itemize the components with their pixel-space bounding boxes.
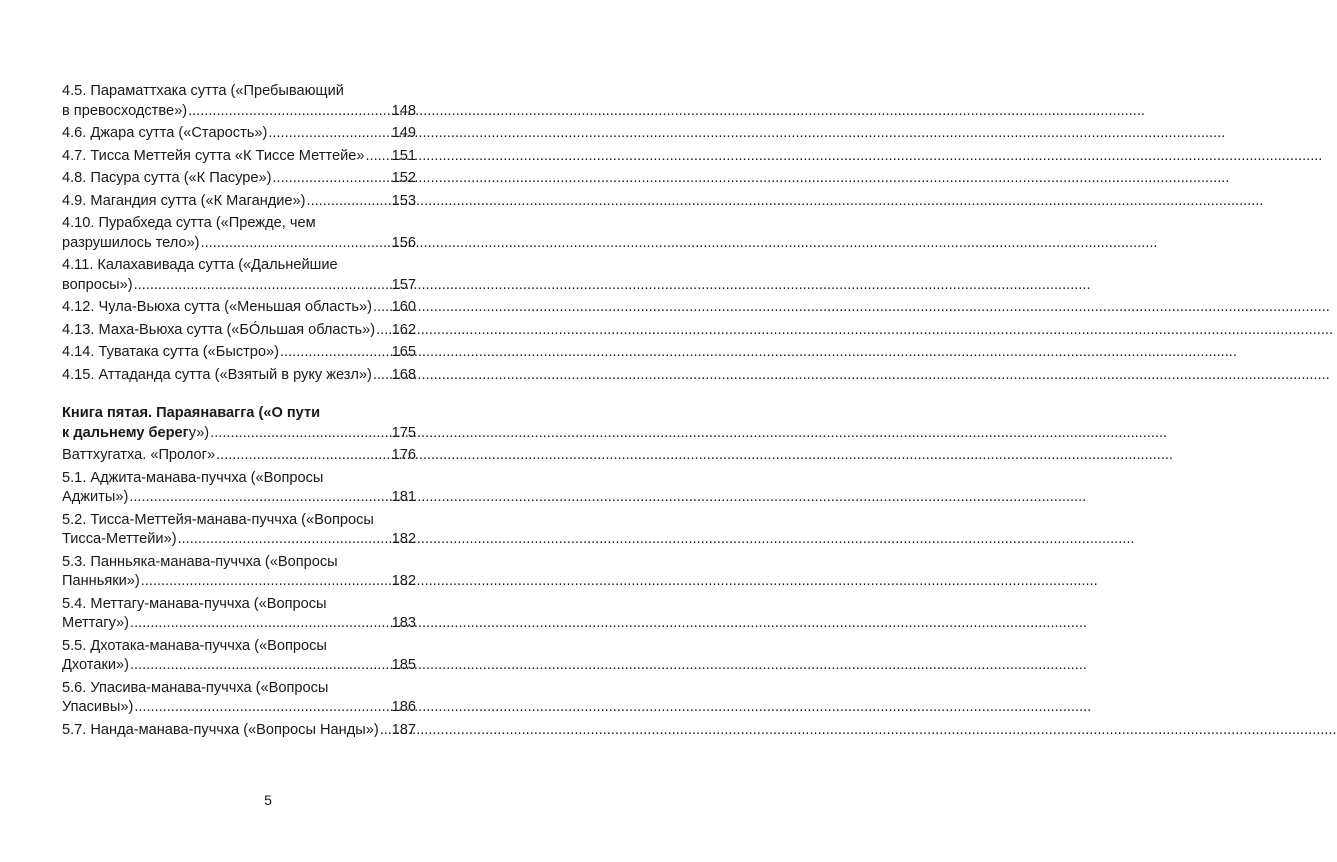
section-gap <box>62 388 416 404</box>
toc-entry-line <box>62 343 416 363</box>
book5-title-line2-rest: у») <box>188 424 210 441</box>
dot-leader <box>272 169 390 189</box>
page-number: 185 <box>391 657 416 673</box>
toc-entry-title: Меттагу») <box>62 615 130 631</box>
dot-leader <box>210 424 390 444</box>
toc-entry-title: 4.9. Магандия сутта («К Магандие») <box>62 192 306 209</box>
toc-entry <box>62 595 416 634</box>
toc-entry-line <box>62 276 416 296</box>
toc-entry-line <box>62 321 416 341</box>
book5-title-line1: Книга пятая. Параянавагга («О пути <box>62 405 321 421</box>
toc-entry-line <box>62 446 416 466</box>
book5-title-line2-text <box>62 424 209 444</box>
dot-leader <box>307 192 391 212</box>
toc-entry-title: 4.15. Аттаданда сутта («Взятый в руку жезл») <box>62 366 372 383</box>
dot-leader <box>130 614 391 634</box>
toc-entry <box>62 446 416 466</box>
toc-entry-title: Аджиты») <box>62 489 129 505</box>
page-number: 186 <box>391 699 416 715</box>
toc-entry-title-line1: 5.5. Дхотака-манава-пуччха («Вопросы <box>62 637 327 654</box>
dot-leader <box>268 124 390 144</box>
dot-leader <box>178 530 391 550</box>
toc-entry-title: 4.7. Тисса Меттейя сутта «К Тиссе Меттейе» <box>62 147 365 164</box>
page-number: 182 <box>391 531 416 547</box>
toc-entry <box>62 124 416 144</box>
dot-leader <box>141 572 391 592</box>
toc-entry <box>62 298 416 318</box>
toc-entry <box>62 321 416 341</box>
table-of-contents <box>62 82 416 743</box>
page-number: 183 <box>391 615 416 631</box>
toc-entry-line <box>62 572 416 592</box>
book5-title-line2 <box>62 424 416 444</box>
dot-leader <box>216 446 391 466</box>
book5-title-line2-bold: к дальнему берег <box>62 424 189 441</box>
toc-entry-title: в превосходстве») <box>62 102 188 119</box>
toc-entry <box>62 553 416 592</box>
toc-entry <box>62 469 416 508</box>
dot-leader <box>134 276 391 296</box>
dot-leader <box>280 343 391 363</box>
page-number: 165 <box>391 344 416 360</box>
toc-entry-line <box>62 656 416 676</box>
toc-entry-title-line1: 5.3. Панньяка-манава-пуччха («Вопросы <box>62 553 338 570</box>
toc-entry-title-line1: 5.6. Упасива-манава-пуччха («Вопросы <box>62 679 329 696</box>
toc-entry <box>62 343 416 363</box>
dot-leader <box>201 234 391 254</box>
toc-entry-title-line1: 5.1. Аджита-манава-пуччха («Вопросы <box>62 469 324 486</box>
toc-entry-title: 4.12. Чула-Вьюха сутта («Меньшая область») <box>62 299 372 315</box>
toc-entry-line <box>62 169 416 189</box>
dot-leader <box>188 102 391 122</box>
page-number: 157 <box>391 276 416 293</box>
toc-entry-title: 4.14. Туватака сутта («Быстро») <box>62 344 280 360</box>
toc-entry-line <box>62 366 416 386</box>
page-number: 168 <box>391 366 416 383</box>
toc-entry-title-line1: 4.11. Калахавивада сутта («Дальнейшие <box>62 257 338 273</box>
dot-leader <box>130 656 391 676</box>
dot-leader <box>373 366 391 386</box>
page-number: 162 <box>391 321 416 338</box>
toc-entry <box>62 511 416 550</box>
page-number: 176 <box>391 447 416 463</box>
toc-section-book4 <box>62 82 416 385</box>
toc-entry-line <box>62 698 416 718</box>
toc-entry-line <box>62 192 416 212</box>
page-number: 148 <box>391 102 416 119</box>
toc-entry <box>62 366 416 386</box>
page-folio: 5 <box>264 792 272 808</box>
page-number: 187 <box>391 721 416 738</box>
page-number: 175 <box>391 424 416 441</box>
page-number: 160 <box>391 299 416 315</box>
toc-entry-title-line1: 5.4. Меттагу-манава-пуччха («Вопросы <box>62 595 327 612</box>
toc-entry-line <box>62 147 416 167</box>
toc-entry-line <box>62 298 416 318</box>
toc-entry <box>62 147 416 167</box>
toc-entry-line <box>62 488 416 508</box>
page-number: 153 <box>391 192 416 209</box>
toc-entry <box>62 679 416 718</box>
dot-leader <box>134 698 390 718</box>
page-number: 181 <box>391 489 416 505</box>
toc-entry-title: Ваттхугатха. «Пролог» <box>62 447 216 463</box>
dot-leader <box>129 488 390 508</box>
page-number: 149 <box>391 125 416 141</box>
toc-entry <box>62 214 416 253</box>
toc-entry-title: Дхотаки») <box>62 657 129 673</box>
toc-entry-title-line1: 4.5. Параматтхака сутта («Пребывающий <box>62 83 344 99</box>
toc-entry-line <box>62 234 416 254</box>
toc-entry-line <box>62 614 416 634</box>
page-number: 151 <box>391 147 416 164</box>
toc-entry <box>62 256 416 295</box>
toc-entry-title: разрушилось тело») <box>62 234 200 251</box>
dot-leader <box>365 147 390 167</box>
dot-leader <box>380 721 391 741</box>
toc-entry-title: 4.13. Маха-Вьюха сутта («БО́льшая область») <box>62 321 376 338</box>
toc-entry-title: 4.6. Джара сутта («Старость») <box>62 125 268 141</box>
toc-entry <box>62 169 416 189</box>
toc-section-book5 <box>62 446 416 740</box>
dot-leader <box>373 298 391 318</box>
toc-entry-title: 4.8. Пасура сутта («К Пасуре») <box>62 170 272 186</box>
toc-entry-title: Панньяки») <box>62 573 140 589</box>
toc-entry <box>62 721 416 741</box>
toc-entry-title-line1: 4.10. Пурабхеда сутта («Прежде, чем <box>62 215 316 231</box>
toc-entry-title: Упасивы») <box>62 699 134 715</box>
toc-entry-title-line1: 5.2. Тисса-Меттейя-манава-пуччха («Вопросы <box>62 511 374 528</box>
toc-entry-title: вопросы») <box>62 276 133 293</box>
toc-entry-line <box>62 721 416 741</box>
toc-entry-line <box>62 102 416 122</box>
toc-entry-title: Тисса-Меттейи») <box>62 531 177 547</box>
page-number: 156 <box>391 234 416 251</box>
toc-entry-title: 5.7. Нанда-манава-пуччха («Вопросы Нанды») <box>62 721 379 738</box>
toc-entry <box>62 192 416 212</box>
toc-entry-line <box>62 530 416 550</box>
toc-entry-book5 <box>62 404 416 443</box>
toc-entry <box>62 637 416 676</box>
dot-leader <box>376 321 391 341</box>
page-number: 182 <box>391 573 416 589</box>
toc-entry <box>62 82 416 121</box>
toc-entry-line <box>62 124 416 144</box>
page-number: 152 <box>391 170 416 186</box>
